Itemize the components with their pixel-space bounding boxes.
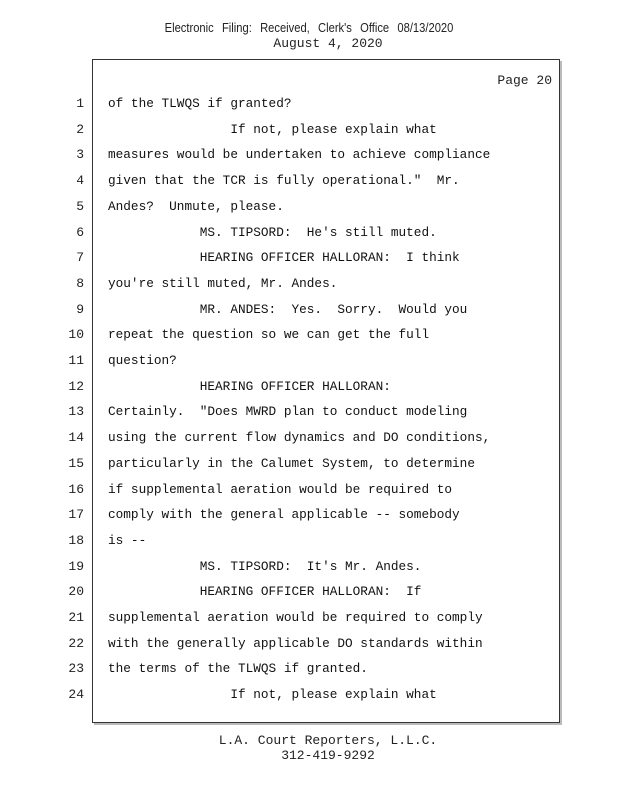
- filing-stamp: Electronic Filing: Received, Clerk's Office 08/13/2020: [164, 20, 454, 35]
- transcript-line: Certainly. "Does MWRD plan to conduct modeling: [108, 404, 468, 419]
- transcript-line: particularly in the Calumet System, to determine: [108, 456, 475, 471]
- transcript-line: is --: [108, 533, 147, 548]
- transcript-line: MR. ANDES: Yes. Sorry. Would you: [108, 302, 468, 317]
- transcript-line: using the current flow dynamics and DO conditions,: [108, 430, 491, 445]
- transcript-line: question?: [108, 353, 177, 368]
- line-number: 4: [76, 173, 84, 188]
- line-number: 18: [68, 533, 84, 548]
- line-number: 6: [76, 225, 84, 240]
- line-number: 10: [68, 327, 84, 342]
- line-number: 13: [68, 404, 84, 419]
- line-number: 19: [68, 559, 84, 574]
- transcript-line: If not, please explain what: [108, 687, 437, 702]
- transcript-line: Andes? Unmute, please.: [108, 199, 284, 214]
- line-number: 3: [76, 147, 84, 162]
- transcript-line: HEARING OFFICER HALLORAN: I think: [108, 250, 460, 265]
- transcript-line: supplemental aeration would be required to comply: [108, 610, 483, 625]
- line-number: 8: [76, 276, 84, 291]
- transcript-line: the terms of the TLWQS if granted.: [108, 661, 368, 676]
- transcript-line: MS. TIPSORD: He's still muted.: [108, 225, 437, 240]
- transcript-line: you're still muted, Mr. Andes.: [108, 276, 338, 291]
- transcript-line: comply with the general applicable -- somebody: [108, 507, 460, 522]
- line-number: 24: [68, 687, 84, 702]
- line-number: 15: [68, 456, 84, 471]
- transcript-line: with the generally applicable DO standards within: [108, 636, 483, 651]
- transcript-line: repeat the question so we can get the full: [108, 327, 430, 342]
- line-number: 9: [76, 302, 84, 317]
- line-number: 17: [68, 507, 84, 522]
- line-number: 23: [68, 661, 84, 676]
- line-number: 1: [76, 96, 84, 111]
- transcript-line: of the TLWQS if granted?: [108, 96, 292, 111]
- reporter-company: L.A. Court Reporters, L.L.C.: [218, 733, 438, 748]
- transcript-line: HEARING OFFICER HALLORAN: If: [108, 584, 422, 599]
- line-number: 11: [68, 353, 84, 368]
- transcript-line: given that the TCR is fully operational." Mr.: [108, 173, 460, 188]
- line-number: 14: [68, 430, 84, 445]
- line-number: 21: [68, 610, 84, 625]
- transcript-line: if supplemental aeration would be required to: [108, 482, 453, 497]
- transcript-line: MS. TIPSORD: It's Mr. Andes.: [108, 559, 422, 574]
- hearing-date: August 4, 2020: [273, 36, 383, 51]
- transcript-line: HEARING OFFICER HALLORAN:: [108, 379, 391, 394]
- page-number: Page 20: [497, 73, 552, 88]
- line-number: 5: [76, 199, 84, 214]
- reporter-phone: 312-419-9292: [281, 748, 375, 763]
- transcript-line: measures would be undertaken to achieve compliance: [108, 147, 491, 162]
- footer: [0, 733, 618, 763]
- line-number: 16: [68, 482, 84, 497]
- line-number: 7: [76, 250, 84, 265]
- transcript-line: If not, please explain what: [108, 122, 437, 137]
- line-number: 2: [76, 122, 84, 137]
- line-number: 12: [68, 379, 84, 394]
- line-number: 20: [68, 584, 84, 599]
- line-number: 22: [68, 636, 84, 651]
